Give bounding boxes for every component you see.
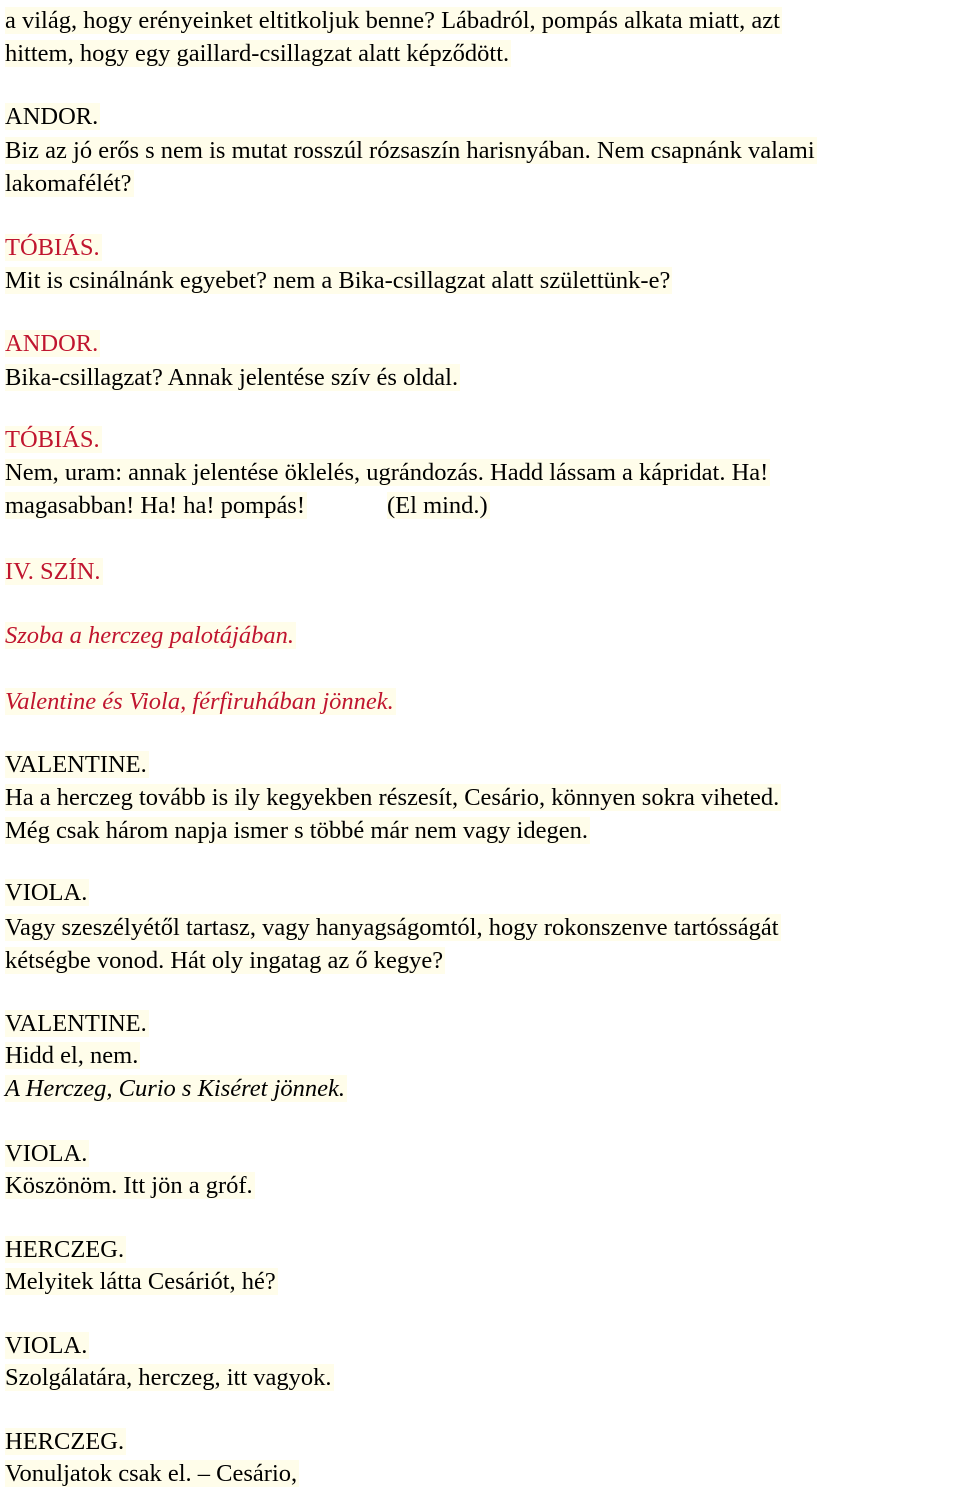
- speaker-name: VALENTINE.: [5, 751, 147, 778]
- text-line: Nem, uram: annak jelentése öklelés, ugrándozás. Hadd lássam a kápridat. Ha!: [5, 459, 769, 486]
- text-line: Hidd el, nem.: [5, 1042, 139, 1069]
- text-line: magasabban! Ha! ha! pompás! (El mind.): [5, 492, 488, 519]
- text-line: Vagy szeszélyétől tartasz, vagy hanyagságomtól, hogy rokonszenve tartósságát: [5, 914, 779, 941]
- text-line: Biz az jó erős s nem is mutat rosszúl rózsaszín harisnyában. Nem csapnánk valami: [5, 137, 815, 164]
- text-line: Még csak három napja ismer s többé már nem vagy idegen.: [5, 817, 589, 844]
- stage-direction: A Herczeg, Curio s Kiséret jönnek.: [5, 1075, 346, 1102]
- scene-heading: IV. SZÍN.: [5, 558, 101, 585]
- stage-direction: Valentine és Viola, férfiruhában jönnek.: [5, 688, 394, 715]
- speaker-name: HERCZEG.: [5, 1236, 125, 1263]
- speaker-name: VIOLA.: [5, 1140, 88, 1167]
- stage-direction: (El mind.): [387, 492, 488, 519]
- text-line: a világ, hogy erényeinket eltitkoljuk benne? Lábadról, pompás alkata miatt, azt: [5, 7, 780, 34]
- text-line: Mit is csinálnánk egyebet? nem a Bika-csillagzat alatt születtünk-e?: [5, 267, 671, 294]
- text-line: Melyitek látta Cesáriót, hé?: [5, 1268, 276, 1295]
- text-line: Szolgálatára, herczeg, itt vagyok.: [5, 1364, 332, 1391]
- speaker-name: TÓBIÁS.: [5, 234, 100, 261]
- text-line: hittem, hogy egy gaillard-csillagzat alatt képződött.: [5, 40, 510, 67]
- text-line: Vonuljatok csak el. – Cesário,: [5, 1460, 298, 1487]
- speaker-name: ANDOR.: [5, 103, 99, 130]
- stage-direction: Szoba a herczeg palotájában.: [5, 622, 294, 649]
- speaker-name: VIOLA.: [5, 1332, 88, 1359]
- text-line: Ha a herczeg tovább is ily kegyekben részesít, Cesário, könnyen sokra viheted.: [5, 784, 780, 811]
- speaker-name: VALENTINE.: [5, 1010, 147, 1037]
- text-line: Bika-csillagzat? Annak jelentése szív és oldal.: [5, 364, 459, 391]
- text-line: lakomafélét?: [5, 170, 132, 197]
- text-line: Köszönöm. Itt jön a gróf.: [5, 1172, 253, 1199]
- speaker-name: ANDOR.: [5, 330, 99, 357]
- speaker-name: HERCZEG.: [5, 1428, 125, 1455]
- speaker-name: VIOLA.: [5, 879, 88, 906]
- speaker-name: TÓBIÁS.: [5, 426, 100, 453]
- text-line: kétségbe vonod. Hát oly ingatag az ő kegye?: [5, 947, 444, 974]
